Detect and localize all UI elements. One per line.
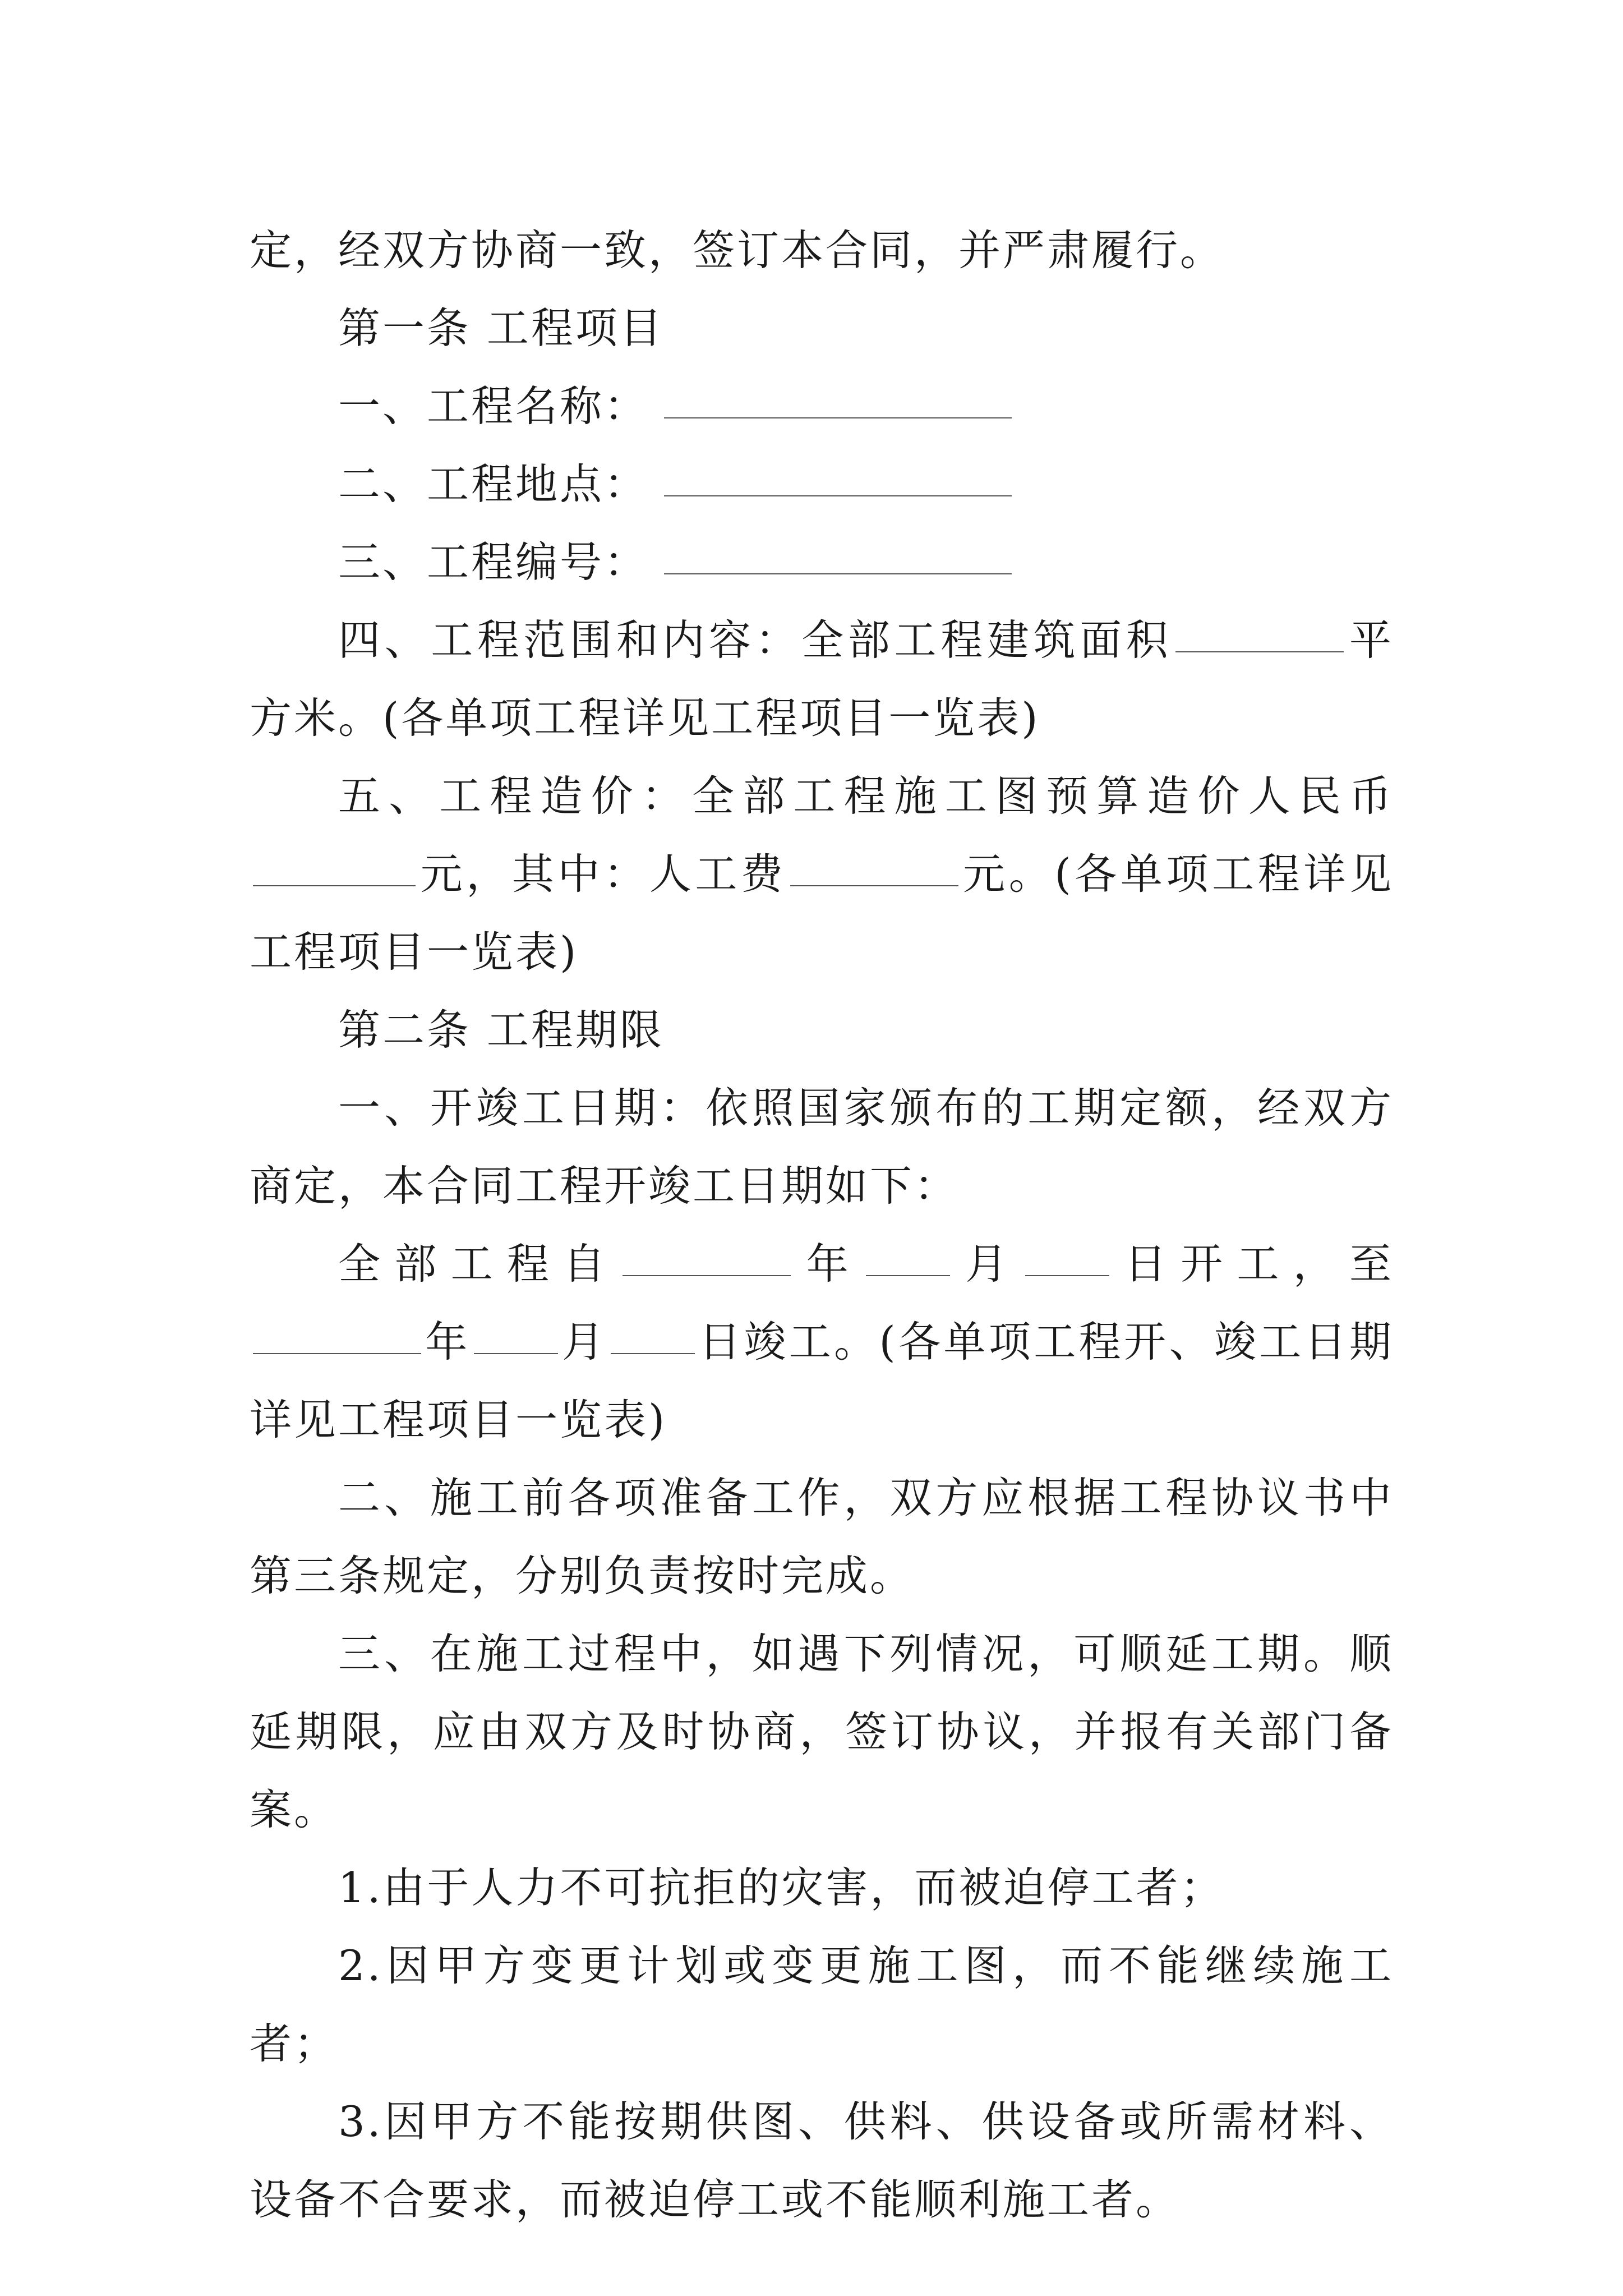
floor-area-blank <box>1175 651 1344 652</box>
extension-paragraph: 三、在施工过程中，如遇下列情况，可顺延工期。顺延期限，应由双方及时协商，签订协议，并报有关部门备案。 <box>250 1629 1394 1834</box>
preparation-paragraph: 二、施工前各项准备工作，双方应根据工程协议书中第三条规定，分别负责按时完成。 <box>250 1473 1394 1600</box>
project-location-blank <box>664 495 1012 496</box>
project-location-label: 二、工程地点： <box>338 459 649 509</box>
cost-text-mid: 元，其中：人工费 <box>419 849 787 899</box>
extension-case-1: 1.由于人力不可抗拒的灾害，而被迫停工者； <box>338 1863 1225 1912</box>
project-number-line <box>250 523 1394 601</box>
project-location-line <box>250 445 1394 523</box>
scope-text-post: 平方米。(各单项工程详见工程项目一览表) <box>250 615 1394 743</box>
cost-text-pre: 五、工程造价：全部工程施工图预算造价人民币 <box>338 771 1394 821</box>
end-year-label: 年 <box>425 1317 471 1366</box>
extension-case-3: 3.因甲方不能按期供图、供料、供设备或所需材料、设备不合要求，而被迫停工或不能顺利施工者。 <box>250 2097 1394 2224</box>
dates-text-pre: 全部工程自 <box>338 1239 620 1289</box>
end-month-blank <box>474 1352 558 1354</box>
start-day-label: 日开工，至 <box>1112 1239 1394 1289</box>
contract-body <box>250 211 1394 2239</box>
scope-text-pre: 四、工程范围和内容：全部工程建筑面积 <box>338 615 1173 665</box>
start-month-blank <box>866 1274 950 1276</box>
cost-text-post: 元。(各单项工程详见工程项目一览表) <box>250 849 1394 977</box>
schedule-dates-paragraph <box>250 1225 1394 1459</box>
intro-tail: 定，经双方协商一致，签订本合同，并严肃履行。 <box>250 226 1225 275</box>
start-month-label: 月 <box>953 1239 1022 1289</box>
end-day-label: 日竣工。(各单项工程开、竣工日期详见工程项目一览表) <box>250 1317 1394 1444</box>
labor-cost-blank <box>790 885 958 886</box>
extension-case-2: 2.因甲方变更计划或变更施工图，而不能继续施工者； <box>250 1941 1394 2068</box>
article-1-heading: 第一条 工程项目 <box>338 303 664 353</box>
end-day-blank <box>611 1352 695 1354</box>
project-name-blank <box>664 417 1012 418</box>
project-cost-paragraph <box>250 757 1394 991</box>
end-month-label: 月 <box>561 1317 607 1366</box>
end-year-blank <box>253 1352 421 1354</box>
start-year-label: 年 <box>794 1239 863 1289</box>
total-cost-blank <box>253 885 416 886</box>
start-year-blank <box>623 1274 791 1276</box>
project-number-label: 三、工程编号： <box>338 537 649 587</box>
project-number-blank <box>664 573 1012 574</box>
start-day-blank <box>1025 1274 1109 1276</box>
start-end-dates-paragraph: 一、开竣工日期：依照国家颁布的工期定额，经双方商定，本合同工程开竣工日期如下： <box>250 1083 1394 1211</box>
project-name-label: 一、工程名称： <box>338 381 649 431</box>
article-2-heading: 第二条 工程期限 <box>338 1005 664 1055</box>
project-scope-paragraph <box>250 601 1394 757</box>
project-name-line <box>250 367 1394 445</box>
